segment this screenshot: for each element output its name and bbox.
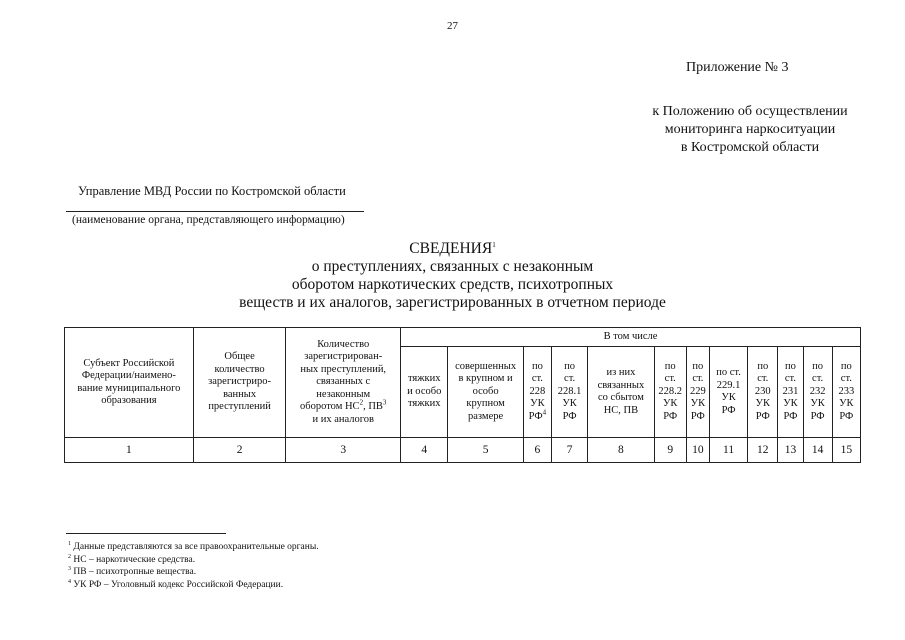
header-including: В том числе bbox=[401, 328, 861, 347]
column-number: 13 bbox=[778, 438, 803, 463]
column-number: 7 bbox=[551, 438, 587, 463]
title-line: веществ и их аналогов, зарегистрированных в отчетном периоде bbox=[239, 294, 666, 311]
column-number: 12 bbox=[748, 438, 778, 463]
header-art-230: по ст. 230 УК РФ bbox=[748, 347, 778, 438]
agency-caption: (наименование органа, представляющего информацию) bbox=[72, 214, 345, 226]
column-number: 6 bbox=[523, 438, 551, 463]
column-number: 3 bbox=[286, 438, 401, 463]
column-number: 9 bbox=[654, 438, 686, 463]
regulation-line: к Положению об осуществлении bbox=[652, 104, 848, 119]
header-art-228-1: по ст. 228.1 УК РФ bbox=[551, 347, 587, 438]
agency-underline bbox=[66, 211, 364, 212]
header-sales: из них связанных со сбытом НС, ПВ bbox=[588, 347, 654, 438]
agency-name: Управление МВД России по Костромской области bbox=[78, 184, 346, 198]
header-art-229-1: по ст. 229.1 УК РФ bbox=[709, 347, 747, 438]
header-art-231: по ст. 231 УК РФ bbox=[778, 347, 803, 438]
column-number: 8 bbox=[588, 438, 654, 463]
header-art-232: по ст. 232 УК РФ bbox=[803, 347, 832, 438]
header-art-228-2: по ст. 228.2 УК РФ bbox=[654, 347, 686, 438]
crime-statistics-table bbox=[64, 327, 861, 463]
header-subject: Субъект Российской Федерации/наимено- вание муниципального образования bbox=[65, 328, 194, 438]
header-large-scale: совершенных в крупном и особо крупном размере bbox=[448, 347, 523, 438]
footnote: $^1$ Данные представляются за все правоохранительные органы. bbox=[68, 540, 319, 552]
regulation-reference bbox=[600, 103, 900, 157]
header-art-228: по ст. 228 УК $РФ^4$ bbox=[523, 347, 551, 438]
title-line: оборотом наркотических средств, психотропных bbox=[291, 276, 614, 293]
footnote: $^4$ УК РФ – Уголовный кодекс Российской Федерации. bbox=[68, 578, 284, 590]
column-number: 10 bbox=[686, 438, 709, 463]
regulation-line: в Костромской области bbox=[680, 140, 820, 155]
header-drug-crimes: Количество зарегистрирован- ных преступлений, связанных с незаконным оборотом $НС^2$, $ПВ^3$ и их аналогов bbox=[286, 328, 401, 438]
appendix-label: Приложение № 3 bbox=[686, 60, 789, 75]
column-number: 1 bbox=[65, 438, 194, 463]
footnote: $^2$ НС – наркотические средства. bbox=[68, 553, 196, 565]
document-title bbox=[0, 240, 905, 312]
title-footnote-mark: 1 bbox=[492, 240, 496, 249]
column-number: 11 bbox=[709, 438, 747, 463]
column-number: 15 bbox=[832, 438, 860, 463]
title-heading bbox=[0, 240, 905, 258]
title-line: о преступлениях, связанных с незаконным bbox=[311, 258, 594, 275]
title-heading-text: СВЕДЕНИЯ bbox=[409, 240, 493, 257]
header-grave: тяжких и особо тяжких bbox=[401, 347, 448, 438]
footnote: $^3$ ПВ – психотропные вещества. bbox=[68, 565, 197, 577]
column-number: 4 bbox=[401, 438, 448, 463]
column-number: 14 bbox=[803, 438, 832, 463]
header-art-229: по ст. 229 УК РФ bbox=[686, 347, 709, 438]
header-art-233: по ст. 233 УК РФ bbox=[832, 347, 860, 438]
footnote-separator bbox=[66, 533, 226, 534]
footnotes bbox=[68, 541, 319, 591]
column-numbers-row bbox=[65, 438, 861, 463]
header-total-crimes: Общее количество зарегистриро- ванных преступлений bbox=[193, 328, 286, 438]
regulation-line: мониторинга наркоситуации bbox=[664, 122, 836, 137]
column-number: 2 bbox=[193, 438, 286, 463]
column-number: 5 bbox=[448, 438, 523, 463]
page-number: 27 bbox=[447, 20, 458, 32]
